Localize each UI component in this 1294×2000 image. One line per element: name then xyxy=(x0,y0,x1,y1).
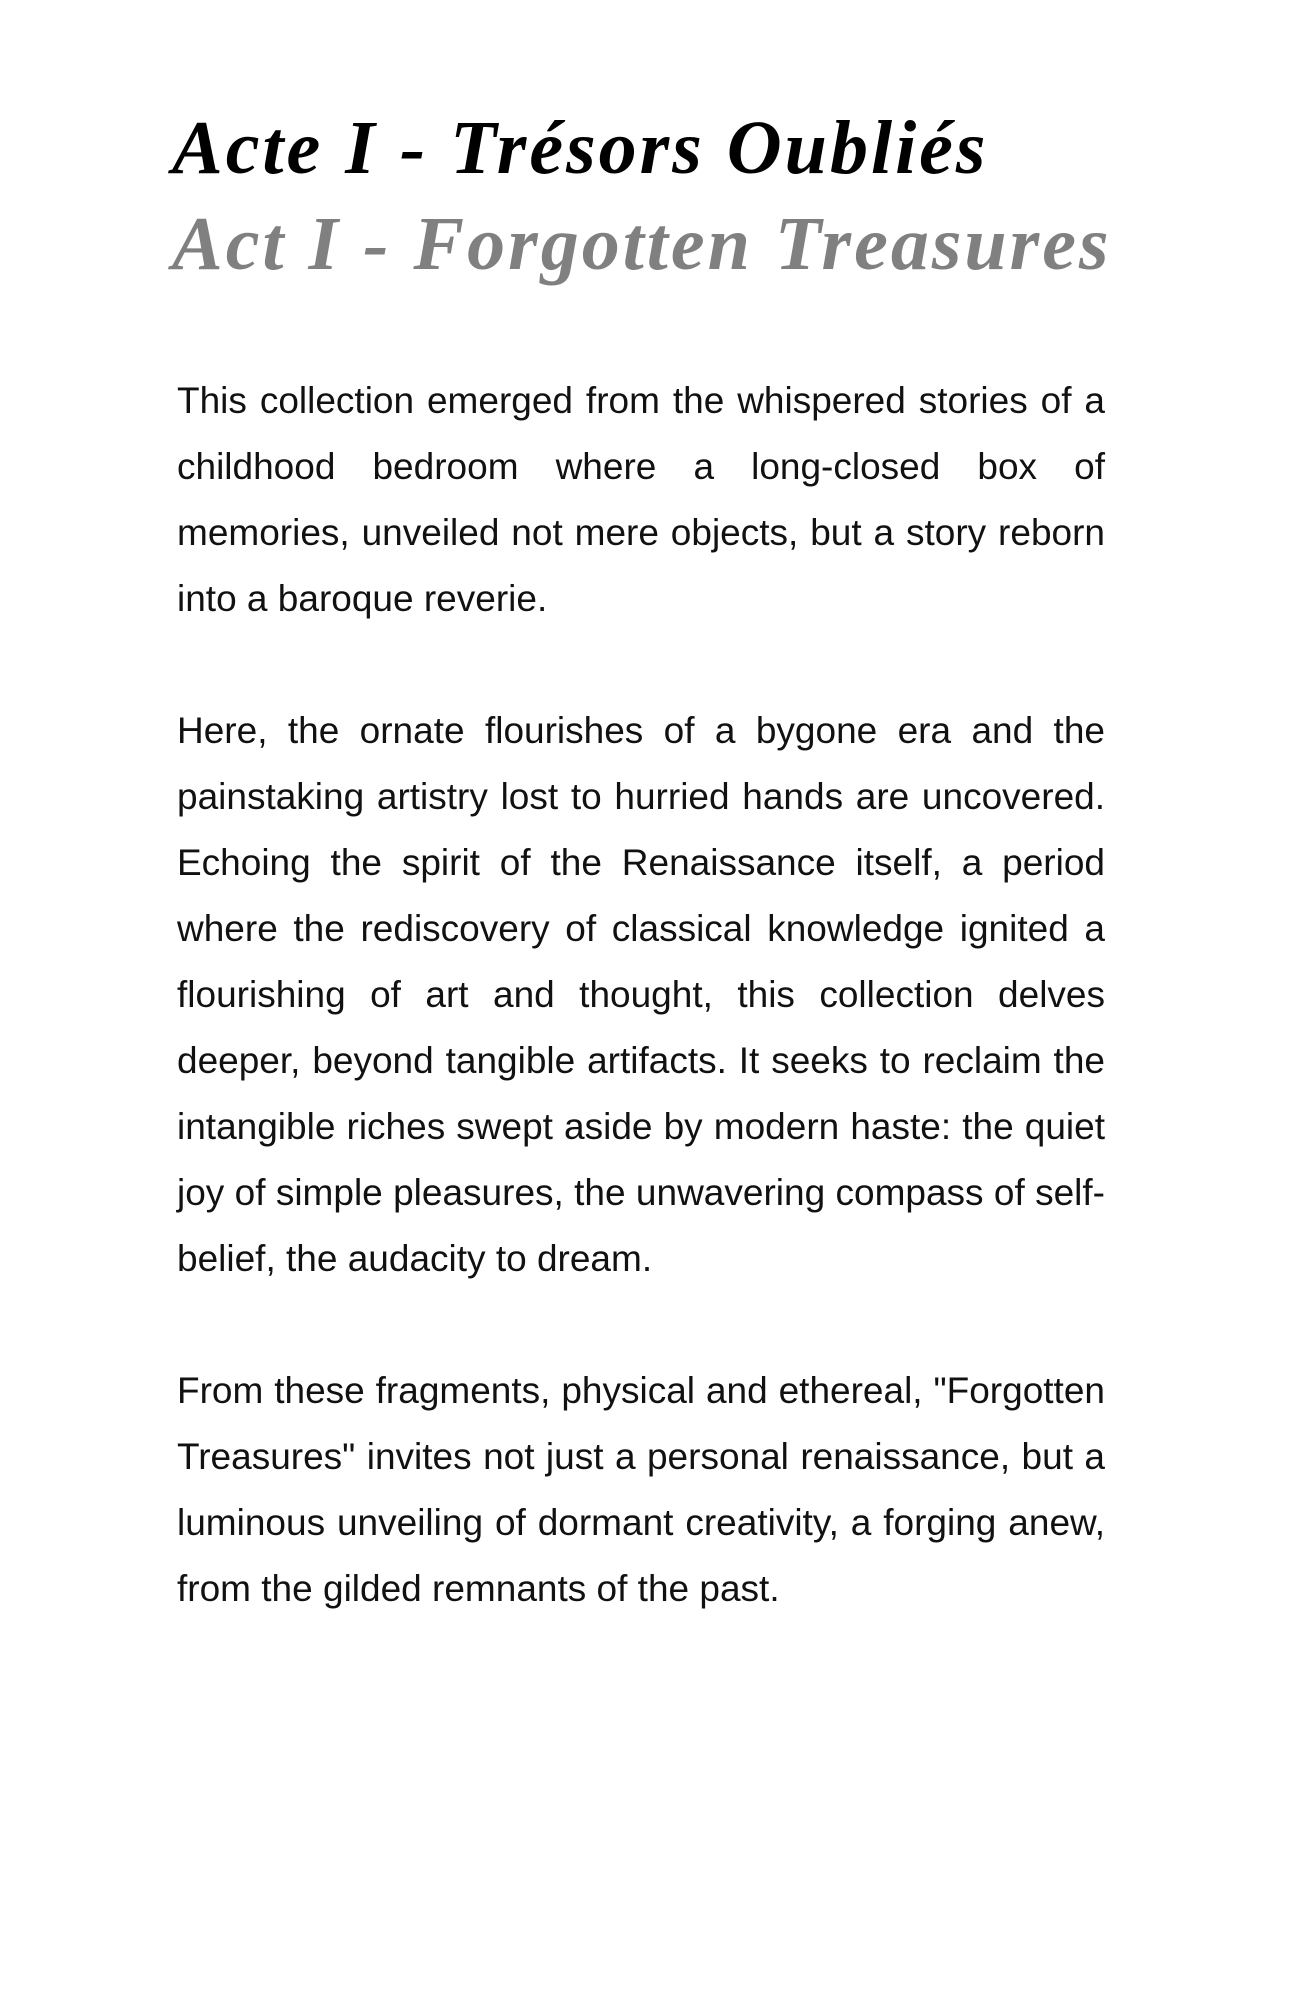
title-block xyxy=(172,100,1172,292)
paragraph-closing: From these fragments, physical and ethereal, "Forgotten Treasures" invites not just a personal renaissance, but a luminous unveiling of dormant creativity, a forging anew, from the gilded remnants of the past. xyxy=(177,1370,1105,1609)
paragraph-intro: This collection emerged from the whispered stories of a childhood bedroom where a long-closed box of memories, unveiled not mere objects, but a story reborn into a baroque reverie. xyxy=(177,380,1105,619)
paragraph-renaissance: Here, the ornate flourishes of a bygone era and the painstaking artistry lost to hurried hands are uncovered. Echoing the spirit of the Renaissance itself, a period where the rediscovery of classical knowledge ignited a flourishing of art and thought, this collection delves deeper, beyond tangible artifacts. It seeks to reclaim the intangible riches swept aside by modern haste: the quiet joy of simple pleasures, the unwavering compass of self-belief, the audacity to dream. xyxy=(177,710,1105,1279)
body-text xyxy=(177,368,1105,1688)
page-title-english: Act I - Forgotten Treasures xyxy=(172,202,1112,286)
page-title-french: Acte I - Trésors Oubliés xyxy=(172,106,989,190)
